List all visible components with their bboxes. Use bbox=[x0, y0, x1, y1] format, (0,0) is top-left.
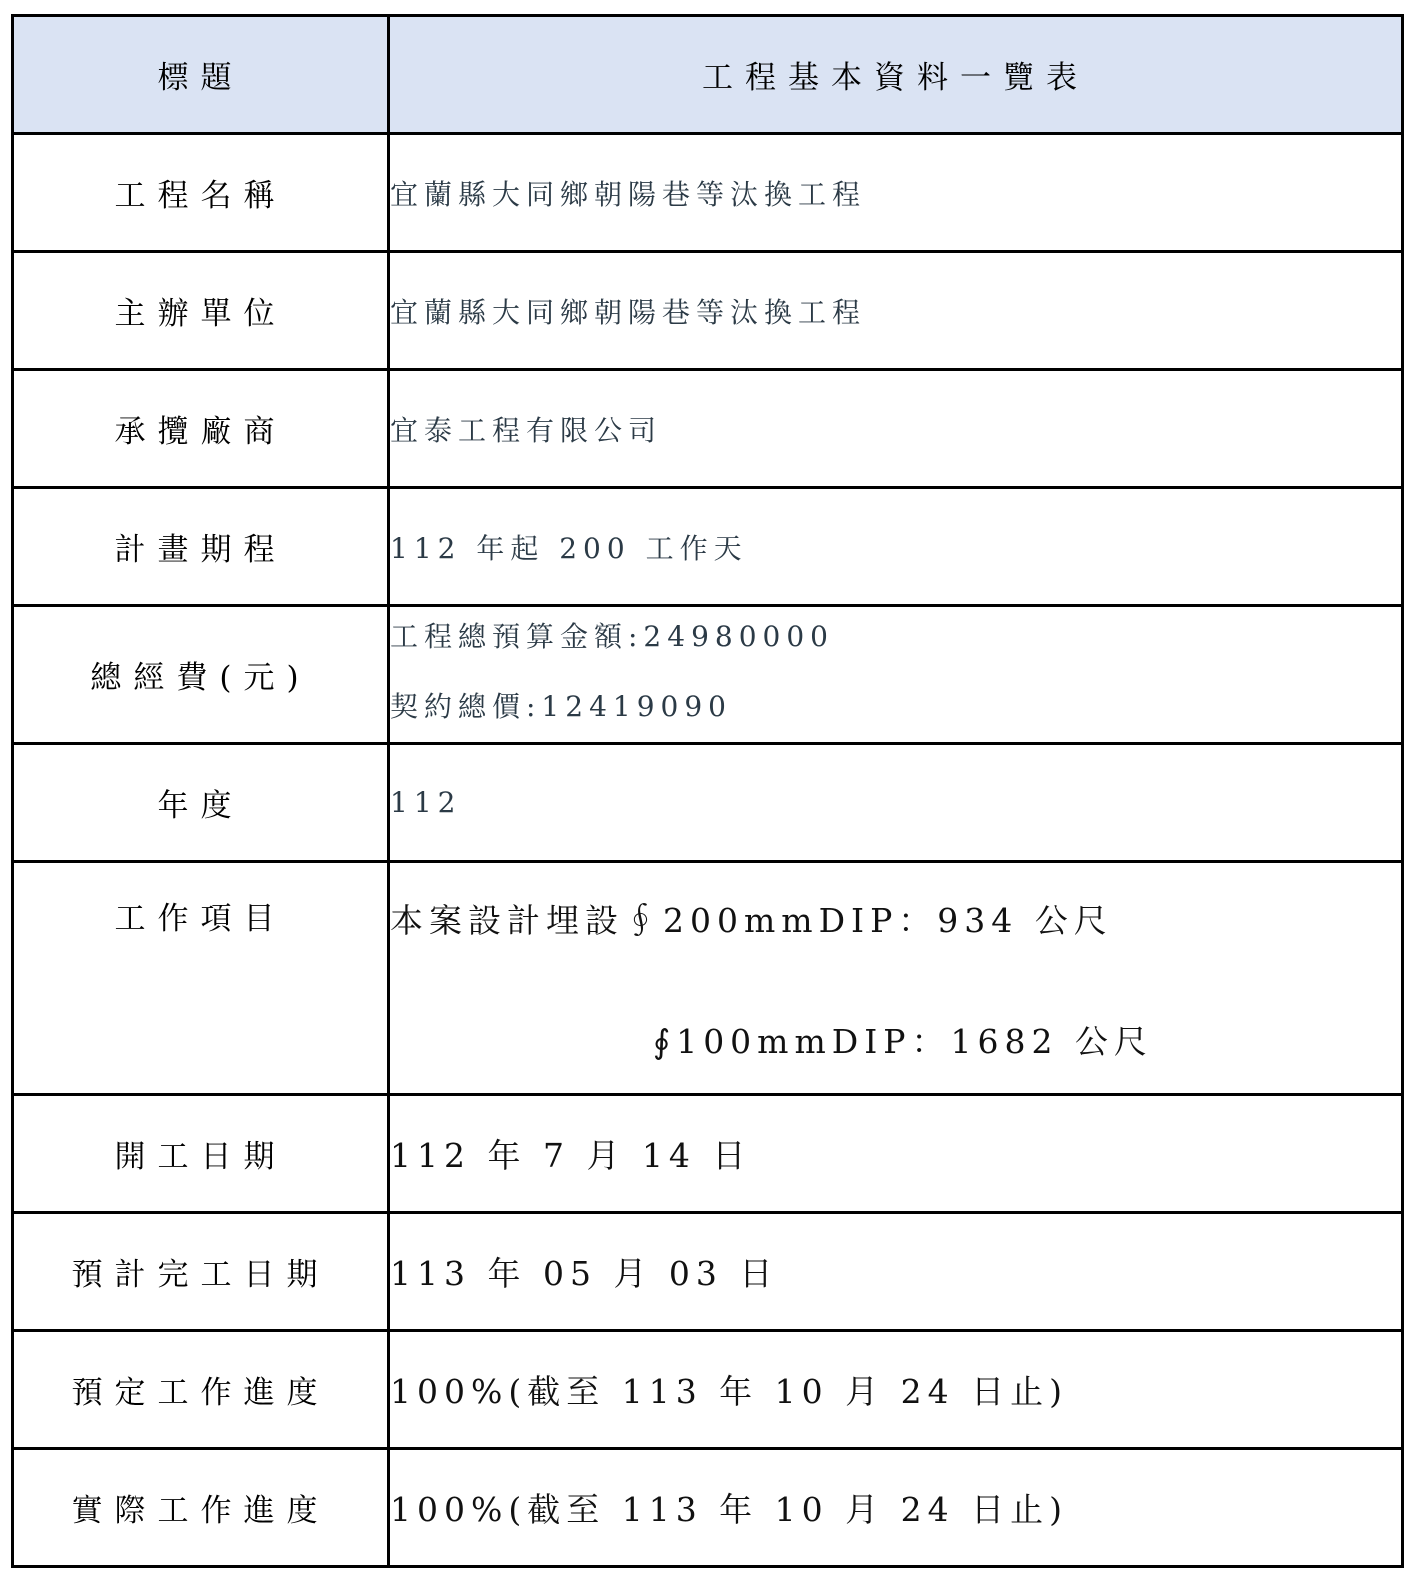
project-info-table bbox=[11, 14, 1404, 1568]
row-label: 工程名稱 bbox=[13, 134, 389, 252]
row-label: 開工日期 bbox=[13, 1095, 389, 1213]
year-value: 112 bbox=[389, 744, 1403, 862]
completion-date-value: 113 年 05 月 03 日 bbox=[389, 1213, 1403, 1331]
row-label: 實際工作進度 bbox=[13, 1449, 389, 1567]
table-row-planned-progress bbox=[13, 1331, 1403, 1449]
total-budget-value: 工程總預算金額:24980000 bbox=[390, 619, 834, 653]
actual-progress-value: 100%(截至 113 年 10 月 24 日止) bbox=[389, 1449, 1403, 1567]
row-label: 計畫期程 bbox=[13, 488, 389, 606]
project-name-value: 宜蘭縣大同鄉朝陽巷等汰換工程 bbox=[389, 134, 1403, 252]
row-label: 年度 bbox=[13, 744, 389, 862]
row-label: 承攬廠商 bbox=[13, 370, 389, 488]
organizer-value: 宜蘭縣大同鄉朝陽巷等汰換工程 bbox=[389, 252, 1403, 370]
contract-price-value: 契約總價:12419090 bbox=[390, 689, 732, 723]
table-row-project-name bbox=[13, 134, 1403, 252]
row-label: 預定工作進度 bbox=[13, 1331, 389, 1449]
start-date-value: 112 年 7 月 14 日 bbox=[389, 1095, 1403, 1213]
planned-progress-value: 100%(截至 113 年 10 月 24 日止) bbox=[389, 1331, 1403, 1449]
work-item-line: 本案設計埋設∮200mmDIP：934 公尺 bbox=[390, 901, 1113, 940]
row-label: 主辦單位 bbox=[13, 252, 389, 370]
contractor-value: 宜泰工程有限公司 bbox=[389, 370, 1403, 488]
table-row-start-date bbox=[13, 1095, 1403, 1213]
table-row-completion-date bbox=[13, 1213, 1403, 1331]
row-label: 預計完工日期 bbox=[13, 1213, 389, 1331]
table-header-row bbox=[13, 16, 1403, 134]
work-items-cell bbox=[389, 862, 1403, 1095]
table-title: 工程基本資料一覽表 bbox=[389, 16, 1403, 134]
table-row-organizer bbox=[13, 252, 1403, 370]
table-row-budget bbox=[13, 606, 1403, 744]
work-item-line: ∮100mmDIP：1682 公尺 bbox=[653, 1022, 1153, 1061]
table-row-actual-progress bbox=[13, 1449, 1403, 1567]
row-label: 總經費(元) bbox=[13, 606, 389, 744]
row-label: 工作項目 bbox=[13, 862, 389, 1095]
table-row-work-items bbox=[13, 862, 1403, 1095]
budget-cell bbox=[389, 606, 1403, 744]
table-row-year bbox=[13, 744, 1403, 862]
header-label-cell: 標題 bbox=[13, 16, 389, 134]
table-row-contractor bbox=[13, 370, 1403, 488]
schedule-value: 112 年起 200 工作天 bbox=[389, 488, 1403, 606]
table-row-schedule bbox=[13, 488, 1403, 606]
